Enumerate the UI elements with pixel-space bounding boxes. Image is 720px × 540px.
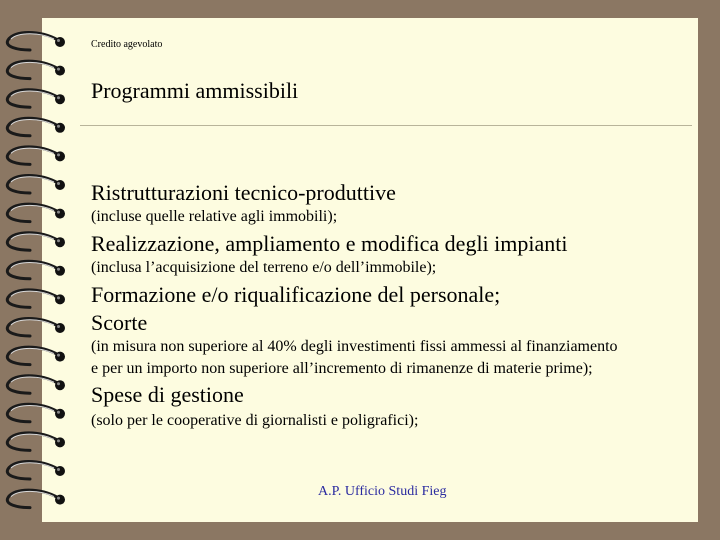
spiral-binding-icon (0, 0, 80, 540)
slide-header: Credito agevolato (91, 39, 163, 50)
bullet-note: (solo per le cooperative di giornalisti e poligrafici); (91, 412, 419, 429)
binding-ring-icon (7, 204, 65, 222)
title-divider (80, 125, 692, 126)
binding-ring-icon (7, 147, 65, 165)
binding-ring-icon (7, 261, 65, 279)
binding-ring-icon (7, 176, 65, 194)
binding-ring-icon (7, 290, 65, 308)
bullet-note: (in misura non superiore al 40% degli investimenti fissi ammessi al finanziamento (91, 338, 618, 355)
bullet-main: Spese di gestione (91, 382, 244, 407)
bullet-note: e per un importo non superiore all’incremento di rimanenze di materie prime); (91, 360, 593, 377)
bullet-main: Realizzazione, ampliamento e modifica degli impianti (91, 231, 568, 256)
bullet-note: (incluse quelle relative agli immobili); (91, 208, 338, 225)
bullet-main: Formazione e/o riqualificazione del personale; (91, 282, 501, 307)
binding-ring-icon (7, 404, 65, 422)
binding-ring-icon (7, 490, 65, 508)
bullet-main: Scorte (91, 310, 148, 335)
slide-title: Programmi ammissibili (91, 78, 299, 103)
binding-ring-icon (7, 61, 65, 79)
binding-ring-icon (7, 462, 65, 480)
binding-ring-icon (7, 319, 65, 337)
binding-ring-icon (7, 233, 65, 251)
binding-ring-icon (7, 347, 65, 365)
bullet-main: Ristrutturazioni tecnico-produttive (91, 180, 396, 205)
binding-ring-icon (7, 90, 65, 108)
binding-ring-icon (7, 376, 65, 394)
binding-ring-icon (7, 33, 65, 51)
bullet-note: (inclusa l’acquisizione del terreno e/o dell’immobile); (91, 259, 437, 276)
slide-footer: A.P. Ufficio Studi Fieg (318, 484, 447, 499)
binding-ring-icon (7, 433, 65, 451)
binding-ring-icon (7, 118, 65, 136)
